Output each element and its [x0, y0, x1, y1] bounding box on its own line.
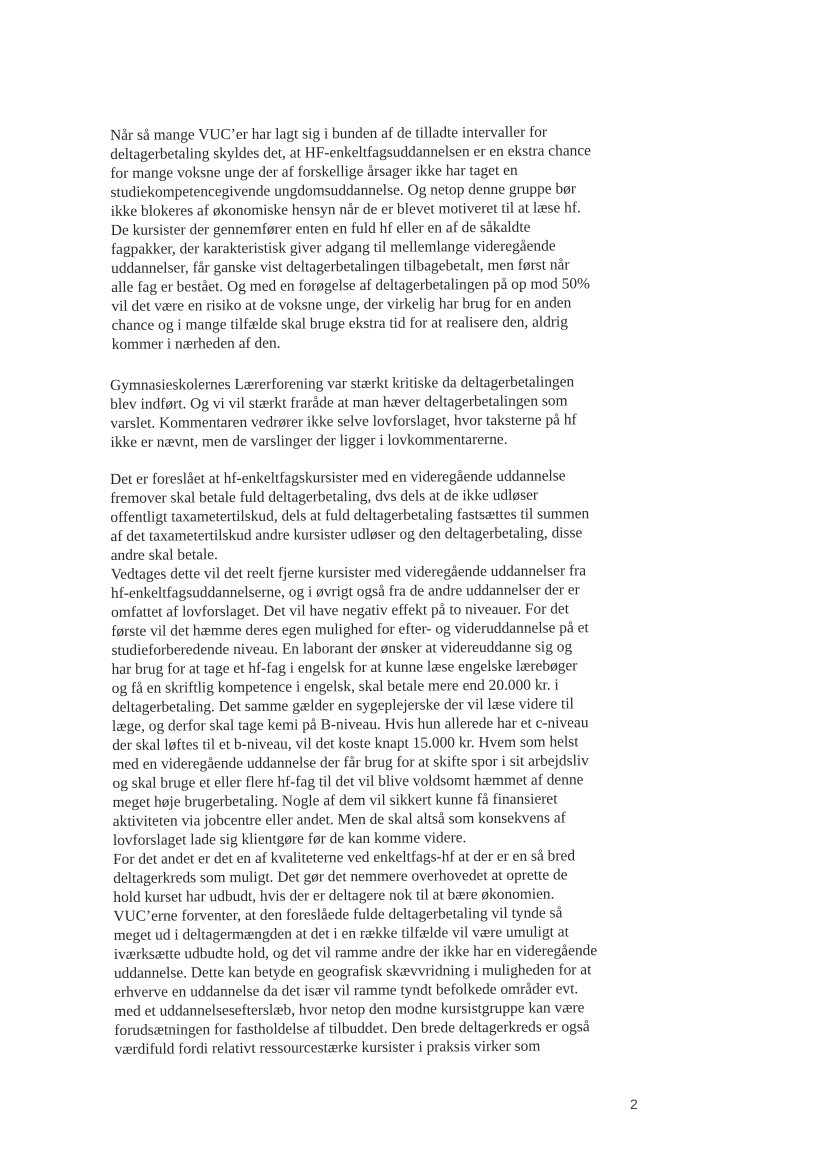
text-line: Det er foreslået at hf-enkeltfagskursister med en videregående uddannelse	[110, 467, 566, 488]
text-line: alle fag er bestået. Og med en forøgelse af deltagerbetalingen på op mod 50%	[111, 275, 590, 296]
text-line: ikke blokeres af økonomiske hensyn når de er blevet motiveret til at læse hf.	[110, 199, 581, 220]
text-line: vil det være en risiko at de voksne unge, der virkelig har brug for en anden	[111, 294, 572, 315]
text-line: forudsætningen for fastholdelse af tilbuddet. Den brede deltagerkreds er også	[114, 1018, 590, 1039]
text-line: blev indført. Og vi vil stærkt fraråde at man hæver deltagerbetalingen som	[110, 392, 568, 413]
text-line: meget høje brugerbetaling. Nogle af dem vil sikkert kunne få finansieret	[112, 790, 558, 811]
text-line: chance og i mange tilfælde skal bruge ekstra tid for at realisere den, aldrig	[111, 313, 569, 334]
text-line: kommer i nærheden af den.	[111, 334, 281, 353]
text-line: iværksætte udbudte hold, og det vil ramme andre der ikke har en videregående	[113, 942, 598, 963]
text-line: med et uddannelsesefterslæb, hvor netop den modne kursistgruppe kan være	[114, 999, 585, 1020]
text-line: deltagerbetaling skyldes det, at HF-enkeltfagsuddannelsen er en ekstra chance	[110, 142, 592, 163]
text-line: fagpakker, der karakteristisk giver adgang til mellemlange videregående	[110, 237, 556, 258]
text-line: der skal løftes til et b-niveau, vil det koste knapt 15.000 kr. Hvem som helst	[112, 733, 579, 754]
text-line: Når så mange VUC’er har lagt sig i bunden af de tilladte intervaller for	[110, 123, 548, 144]
text-line: studieforberedende niveau. En laborant der ønsker at videreuddanne sig og	[111, 638, 573, 659]
text-line: uddannelser, får ganske vist deltagerbetalingen tilbagebetalt, men først når	[111, 256, 570, 277]
paragraph-2	[110, 372, 656, 452]
text-line: læge, og derfor skal tage kemi på B-niveau. Hvis hun allerede har et c-niveau	[111, 714, 589, 735]
text-line: meget ud i deltagermængden at det i en række tilfælde vil være umuligt at	[113, 923, 569, 944]
text-line: første vil det hæmme deres egen mulighed for efter- og videruddannelse på et	[111, 619, 589, 640]
text-line: ikke er nævnt, men de varslinger der ligger i lovkommentarerne.	[110, 430, 508, 451]
text-line: erhverve en uddannelse da det især vil ramme tyndt befolkede områder evt.	[114, 980, 579, 1001]
text-line: og skal bruge et eller flere hf-fag til det vil blive voldsomt hæmmet af denne	[112, 771, 584, 792]
text-line: lovforslaget lade sig klientgøre før de kan komme videre.	[112, 829, 467, 849]
text-line: deltagerbetaling. Det samme gælder en sygeplejerske der vil læse videre til	[111, 695, 574, 716]
text-line: VUC’erne forventer, at den foreslåede fulde deltagerbetaling vil tynde så	[113, 904, 563, 925]
text-line: For det andet er det en af kvaliteterne ved enkeltfags-hf at der er en så bred	[112, 847, 576, 868]
text-line: andre skal betale.	[110, 546, 219, 564]
paragraph-1	[110, 122, 657, 354]
text-line: hold kurset har udbudt, hvis der er deltagere nok til at bære økonomien.	[113, 885, 555, 906]
text-line: offentligt taxametertilskud, dels at fuld deltagerbetaling fastsættes til summen	[110, 505, 590, 526]
text-line: af det taxametertilskud andre kursister udløser og den deltagerbetaling, disse	[110, 524, 583, 545]
text-line: hf-enkeltfagsuddannelserne, og i øvrigt også fra de andre uddannelser der er	[110, 581, 580, 602]
text-line: deltagerkreds som muligt. Det gør det nemmere overhovedet at oprette de	[113, 866, 568, 887]
text-line: fremover skal betale fuld deltagerbetaling, dvs dels at de ikke udløser	[110, 486, 539, 507]
text-line: værdifuld fordi relativt ressourcestærke kursister i praksis virker som	[114, 1037, 541, 1058]
text-line: og få en skriftlig kompetence i engelsk, skal betale mere end 20.000 kr. i	[111, 676, 559, 697]
text-line: studiekompetencegivende ungdomsuddannelse. Og netop denne gruppe bør	[110, 180, 577, 201]
paragraph-3	[110, 466, 660, 1059]
text-line: har brug for at tage et hf-fag i engelsk for at kunne læse engelske lærebøger	[111, 657, 578, 678]
text-line: omfattet af lovforslaget. Det vil have negativ effekt på to niveauer. For det	[111, 600, 570, 621]
text-line: med en videregående uddannelse der får brug for at skifte spor i sit arbejdsliv	[112, 752, 589, 773]
text-line: uddannelse. Dette kan betyde en geografisk skævvridning i muligheden for at	[113, 961, 592, 982]
page-number: 2	[630, 1096, 638, 1112]
text-line: De kursister der gennemfører enten en fuld hf eller en af de såkaldte	[110, 218, 531, 239]
text-line: aktiviteten via jobcentre eller andet. Men de skal altså som konsekvens af	[112, 809, 566, 830]
text-line: varslet. Kommentaren vedrører ikke selve lovforslaget, hvor taksterne på hf	[110, 411, 577, 432]
text-line: for mange voksne unge der af forskellige årsager ikke har taget en	[110, 161, 518, 182]
text-line: Gymnasieskolernes Lærerforening var stærkt kritiske da deltagerbetalingen	[110, 373, 575, 394]
text-line: Vedtages dette vil det reelt fjerne kursister med videregående uddannelser fra	[110, 562, 587, 583]
